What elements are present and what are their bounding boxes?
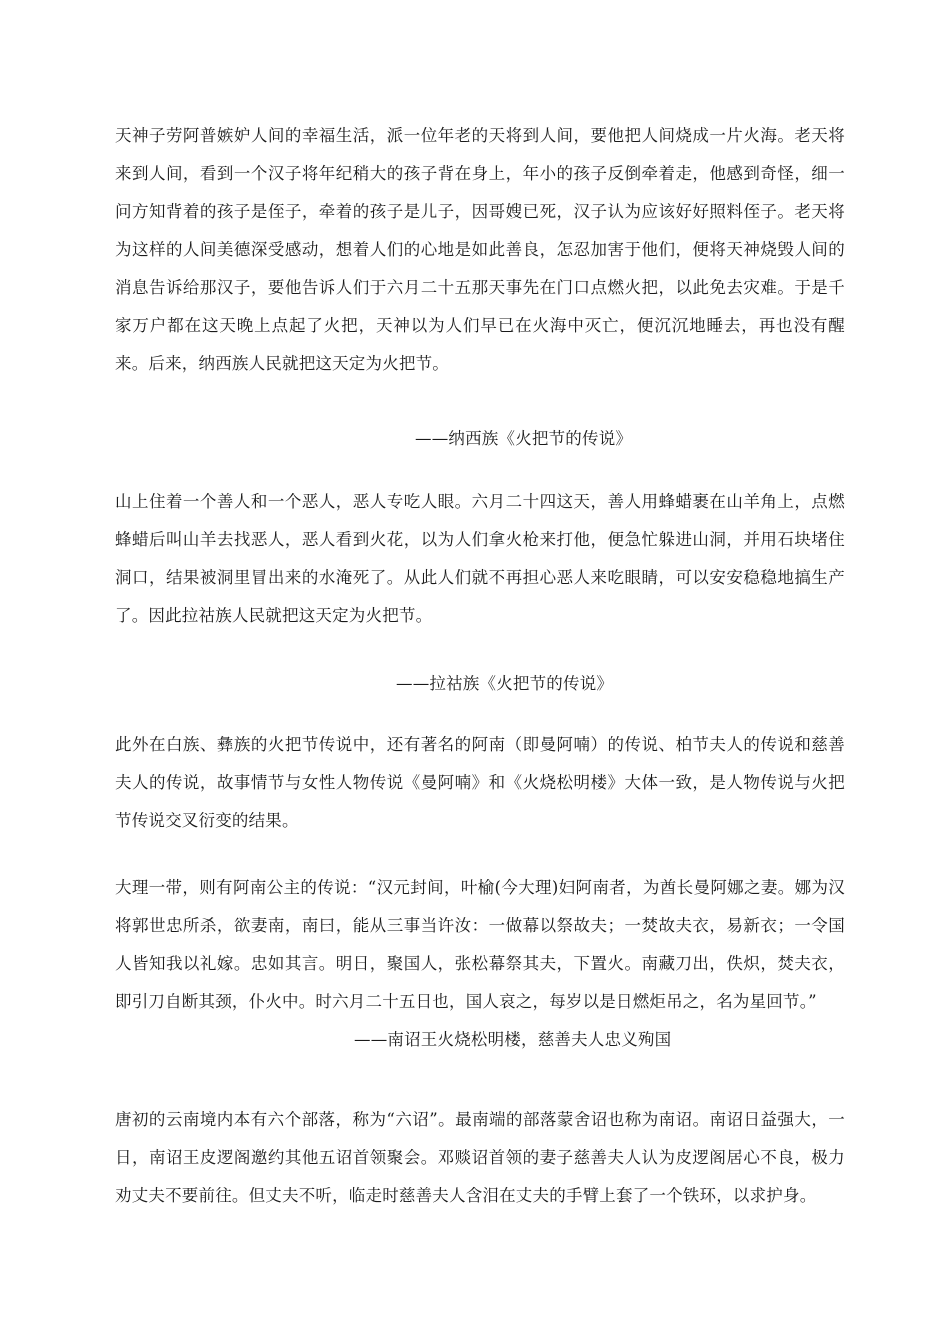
paragraph-naxi-legend: 天神子劳阿普嫉妒人间的幸福生活，派一位年老的天将到人间，要他把人间烧成一片火海。老天将来到人间，看到一个汉子将年纪稍大的孩子背在身上，年小的孩子反倒牵着走，他感到奇怪，细一问方知背着的孩子是侄子，牵着的孩子是儿子，因哥嫂已死，汉子认为应该好好照料侄子。老天将为这样的人间美德深受感动，想着人们的心地是如此善良，怎忍加害于他们，便将天神烧毁人间的消息告诉给那汉子，要他告诉人们于六月二十五那天事先在门口点燃火把，以此免去灾难。于是千家万户都在这天晚上点起了火把，天神以为人们早已在火海中灭亡，便沉沉地睡去，再也没有醒来。后来，纳西族人民就把这天定为火把节。 bbox=[115, 126, 845, 373]
paragraph-bai-yi-legends: 此外在白族、彝族的火把节传说中，还有著名的阿南（即曼阿喃）的传说、柏节夫人的传说和慈善夫人的传说，故事情节与女性人物传说《曼阿喃》和《火烧松明楼》大体一致，是人物传说与火把节传说交叉衍变的结果。 bbox=[115, 735, 845, 830]
citation-naxi: ——纳西族《火把节的传说》 bbox=[415, 429, 633, 448]
paragraph-six-zhao: 唐初的云南境内本有六个部落，称为“六诏”。最南端的部落蒙舍诏也称为南诏。南诏日益强大，一日，南诏王皮逻阁邀约其他五诏首领聚会。邓赕诏首领的妻子慈善夫人认为皮逻阁居心不良，极力劝丈夫不要前往。但丈夫不听，临走时慈善夫人含泪在丈夫的手臂上套了一个铁环，以求护身。 bbox=[115, 1110, 845, 1205]
paragraph-anan-princess: 大理一带，则有阿南公主的传说：“汉元封间，叶榆(今大理)妇阿南者，为酋长曼阿娜之妻。娜为汉将郭世忠所杀，欲妻南，南曰，能从三事当许汝：一做幕以祭故夫；一焚故夫衣，易新衣；一令国人皆知我以礼嫁。忠如其言。明日，聚国人，张松幕祭其夫，下置火。南藏刀出，佚炽，焚夫衣，即引刀自断其颈，仆火中。时六月二十五日也，国人哀之，每岁以是日燃炬吊之，名为星回节。” bbox=[115, 878, 845, 1011]
citation-nanzhao: ——南诏王火烧松明楼，慈善夫人忠义殉国 bbox=[354, 1030, 672, 1049]
citation-lahu: ——拉祜族《火把节的传说》 bbox=[396, 674, 614, 693]
paragraph-lahu-legend: 山上住着一个善人和一个恶人，恶人专吃人眼。六月二十四这天，善人用蜂蜡裹在山羊角上，点燃蜂蜡后叫山羊去找恶人，恶人看到火花，以为人们拿火枪来打他，便急忙躲进山洞，并用石块堵住洞口，结果被洞里冒出来的水淹死了。从此人们就不再担心恶人来吃眼睛，可以安安稳稳地搞生产了。因此拉祜族人民就把这天定为火把节。 bbox=[115, 492, 845, 625]
